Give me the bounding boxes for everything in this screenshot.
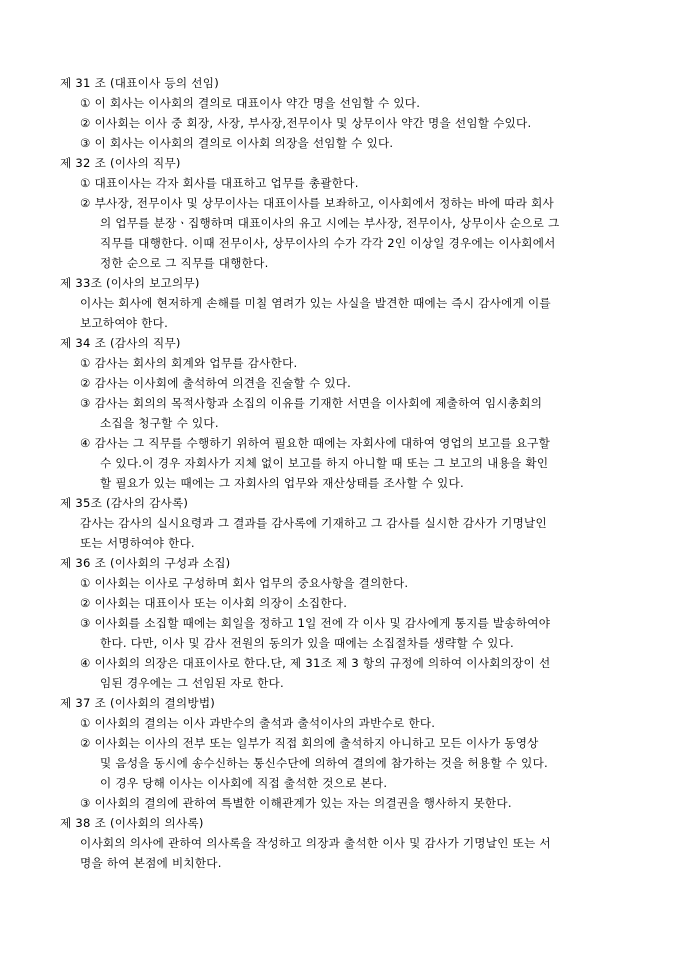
- article-32-clause-1: ① 대표이사는 각자 회사를 대표하고 업무를 총괄한다.: [80, 176, 359, 190]
- article-32-heading: 제 32 조 (이사의 직무): [60, 156, 181, 170]
- article-32-clause-2-cont: 의 업무를 분장ㆍ집행하며 대표이사의 유고 시에는 부사장, 전무이사, 상무이사 순으로 그: [100, 216, 560, 230]
- article-31-heading: 제 31 조 (대표이사 등의 선임): [60, 76, 219, 90]
- article-34-clause-4-cont: 할 필요가 있는 때에는 그 자회사의 업무와 재산상태를 조사할 수 있다.: [100, 476, 464, 490]
- article-32-clause-2: ② 부사장, 전무이사 및 상무이사는 대표이사를 보좌하고, 이사회에서 정하는 바에 따라 회사: [80, 196, 554, 210]
- article-34-clause-4: ④ 감사는 그 직무를 수행하기 위하여 필요한 때에는 자회사에 대하여 영업의 보고를 요구할: [80, 436, 551, 450]
- article-34-clause-1: ① 감사는 회사의 회계와 업무를 감사한다.: [80, 356, 298, 370]
- article-37-clause-2-cont: 이 경우 당해 이사는 이사회에 직접 출석한 것으로 본다.: [100, 776, 388, 790]
- article-32-clause-2-cont: 직무를 대행한다. 이때 전무이사, 상무이사의 수가 각각 2인 이상일 경우에는 이사회에서: [100, 236, 556, 250]
- article-36-heading: 제 36 조 (이사회의 구성과 소집): [60, 556, 231, 570]
- article-36-clause-3-cont: 한다. 다만, 이사 및 감사 전원의 동의가 있을 때에는 소집절차를 생략할 수 있다.: [100, 636, 514, 650]
- article-34-clause-3: ③ 감사는 회의의 목적사항과 소집의 이유를 기재한 서면을 이사회에 제출하여 임시총회의: [80, 396, 543, 410]
- article-35-body-cont: 또는 서명하여야 한다.: [80, 536, 195, 550]
- article-38-heading: 제 38 조 (이사회의 의사록): [60, 816, 204, 830]
- article-36-clause-1: ① 이사회는 이사로 구성하며 회사 업무의 중요사항을 결의한다.: [80, 576, 409, 590]
- article-31-clause-3: ③ 이 회사는 이사회의 결의로 이사회 의장을 선임할 수 있다.: [80, 136, 394, 150]
- article-36-clause-4-cont: 임된 경우에는 그 선임된 자로 한다.: [100, 676, 284, 690]
- article-36-clause-2: ② 이사회는 대표이사 또는 이사회 의장이 소집한다.: [80, 596, 348, 610]
- article-34-clause-3-cont: 소집을 청구할 수 있다.: [100, 416, 219, 430]
- article-37-clause-2: ② 이사회는 이사의 전부 또는 일부가 직접 회의에 출석하지 아니하고 모든 이사가 동영상: [80, 736, 539, 750]
- article-33-heading: 제 33조 (이사의 보고의무): [60, 276, 200, 290]
- article-32-clause-2-cont: 정한 순으로 그 직무를 대행한다.: [100, 256, 269, 270]
- article-38-body: 이사회의 의사에 관하여 의사록을 작성하고 의장과 출석한 이사 및 감사가 기명날인 또는 서: [80, 836, 551, 850]
- article-37-clause-2-cont: 및 음성을 동시에 송수신하는 통신수단에 의하여 결의에 참가하는 것을 허용할 수 있다.: [100, 756, 548, 770]
- article-34-heading: 제 34 조 (감사의 직무): [60, 336, 181, 350]
- article-34-clause-4-cont: 수 있다.이 경우 자회사가 지체 없이 보고를 하지 아니할 때 또는 그 보고의 내용을 확인: [100, 456, 549, 470]
- article-34-clause-2: ② 감사는 이사회에 출석하여 의견을 진술할 수 있다.: [80, 376, 352, 390]
- article-37-clause-1: ① 이사회의 결의는 이사 과반수의 출석과 출석이사의 과반수로 한다.: [80, 716, 436, 730]
- article-31-clause-2: ② 이사회는 이사 중 회장, 사장, 부사장,전무이사 및 상무이사 약간 명을 선임할 수있다.: [80, 116, 532, 130]
- article-37-clause-3: ③ 이사회의 결의에 관하여 특별한 이해관계가 있는 자는 의결권을 행사하지 못한다.: [80, 796, 512, 810]
- article-36-clause-3: ③ 이사회를 소집할 때에는 회일을 정하고 1일 전에 각 이사 및 감사에게 통지를 발송하여야: [80, 616, 551, 630]
- article-33-body: 이사는 회사에 현저하게 손해를 미칠 염려가 있는 사실을 발견한 때에는 즉시 감사에게 이를: [80, 296, 551, 310]
- article-35-heading: 제 35조 (감사의 감사록): [60, 496, 189, 510]
- article-38-body-cont: 명을 하여 본점에 비치한다.: [80, 856, 222, 870]
- article-37-heading: 제 37 조 (이사회의 결의방법): [60, 696, 216, 710]
- article-36-clause-4: ④ 이사회의 의장은 대표이사로 한다.단, 제 31조 제 3 항의 규정에 의하여 이사회의장이 선: [80, 656, 551, 670]
- article-33-body-cont: 보고하여야 한다.: [80, 316, 169, 330]
- article-31-clause-1: ① 이 회사는 이사회의 결의로 대표이사 약간 명을 선임할 수 있다.: [80, 96, 421, 110]
- article-35-body: 감사는 감사의 실시요령과 그 결과를 감사록에 기재하고 그 감사를 실시한 감사가 기명날인: [80, 516, 547, 530]
